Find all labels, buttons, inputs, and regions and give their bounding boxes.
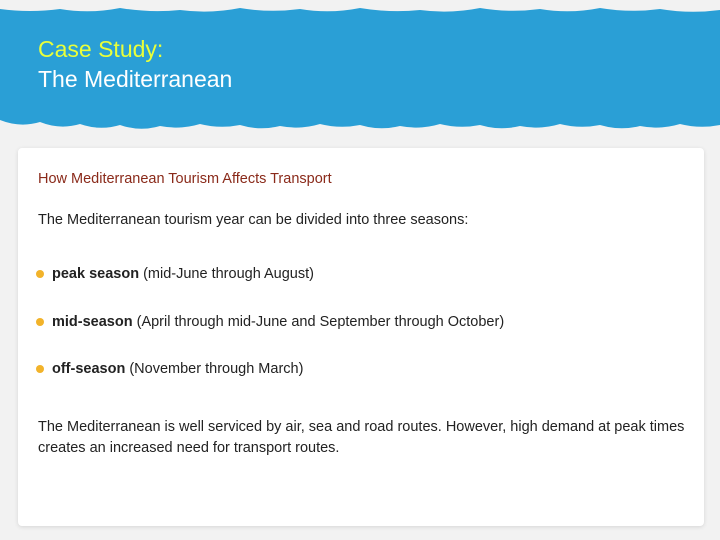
season-detail: (mid-June through August) [139,266,314,282]
season-list [36,266,504,409]
season-term: off-season [52,361,126,377]
bullet-dot-icon [36,270,44,278]
list-item [36,361,504,409]
section-subtitle: How Mediterranean Tourism Affects Transport [38,171,332,187]
bullet-dot-icon [36,318,44,326]
content-card [18,148,704,526]
title-line-1: Case Study: [38,36,164,62]
list-item [36,266,504,314]
list-item [36,314,504,362]
header-banner [0,0,720,132]
season-term: mid-season [52,313,133,330]
slide-title [38,34,232,94]
season-term: peak season [52,266,140,282]
bullet-dot-icon [36,365,44,373]
closing-paragraph: The Mediterranean is well serviced by air, sea and road routes. However, high demand at peak times creates an increased need for transport routes. [38,419,685,456]
season-detail: (April through mid-June and September through October) [132,313,505,330]
season-detail: (November through March) [125,361,304,377]
intro-paragraph: The Mediterranean tourism year can be divided into three seasons: [38,212,469,228]
title-line-2: The Mediterranean [38,66,233,92]
